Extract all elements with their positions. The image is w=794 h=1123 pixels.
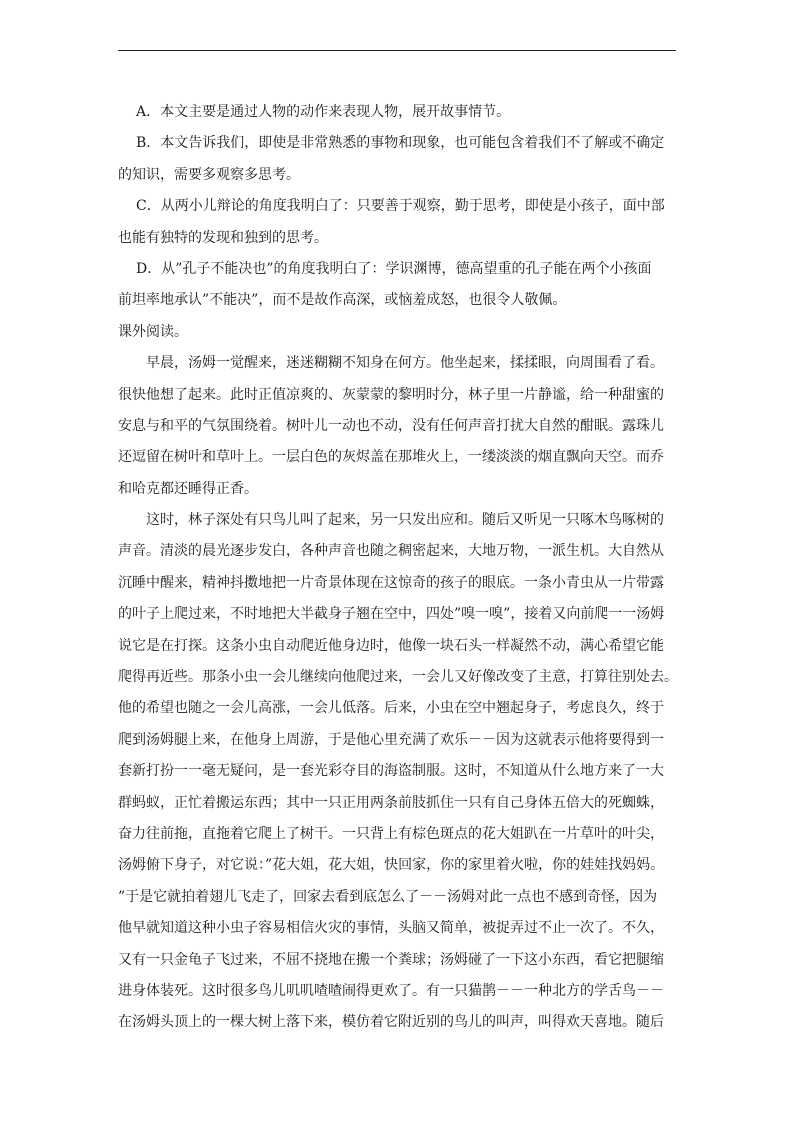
- text-line: C．从两小儿辩论的角度我明白了：只要善于观察，勤于思考，即使是小孩子，面中部: [136, 198, 665, 215]
- text-line: D．从”孔子不能决也”的角度我明白了：学识渊博，德高望重的孔子能在两个小孩面: [136, 260, 652, 277]
- text-line: 爬得再近些。那条小虫一会儿继续向他爬过来，一会儿又好像改变了主意，打算往别处去。: [118, 669, 678, 686]
- text-line: 群蚂蚁，正忙着搬运东西；其中一只正用两条前肢抓住一只有自己身体五倍大的死蜘蛛，: [118, 794, 664, 811]
- text-line: 沉睡中醒来，精神抖擞地把一片奇景体现在这惊奇的孩子的眼底。一条小青虫从一片带露: [118, 574, 664, 591]
- text-line: 声音。清淡的晨光逐步发白，各种声音也随之稠密起来，大地万物，一派生机。大自然从: [118, 543, 664, 560]
- text-line: ”于是它就拍着翅儿飞走了，回家去看到底怎么了－－汤姆对此一点也不感到奇怪，因为: [118, 888, 658, 905]
- text-line: 他早就知道这种小虫子容易相信火灾的事情，头脑又简单，被捉弄过不止一次了。不久，: [118, 920, 664, 937]
- text-line: 汤姆俯下身子，对它说：”花大姐，花大姐，快回家，你的家里着火啦，你的娃娃找妈妈。: [118, 857, 665, 874]
- document-body: [118, 97, 678, 1039]
- header-rule: [118, 50, 676, 51]
- text-line: 也能有独特的发现和独到的思考。: [118, 229, 328, 246]
- text-line: 进身体装死。这时很多鸟儿叽叽喳喳闹得更欢了。有一只猫鹊－－一种北方的学舌鸟－－: [118, 982, 664, 999]
- text-line: 的叶子上爬过来，不时地把大半截身子翘在空中，四处”嗅一嗅”，接着又向前爬一一汤姆: [118, 606, 665, 623]
- text-line: 在汤姆头顶上的一棵大树上落下来，模仿着它附近别的鸟儿的叫声，叫得欢天喜地。随后: [118, 1014, 664, 1031]
- text-line: 和哈克都还睡得正香。: [118, 480, 258, 497]
- text-line: 又有一只金龟子飞过来，不屈不挠地在搬一个粪球；汤姆碰了一下这小东西，看它把腿缩: [118, 951, 664, 968]
- text-line: 的知识，需要多观察多思考。: [118, 166, 300, 183]
- text-line: 套新打扮一一毫无疑问，是一套光彩夺目的海盗制服。这时，不知道从什么地方来了一大: [118, 763, 664, 780]
- text-line: 这时，林子深处有只鸟儿叫了起来，另一只发出应和。随后又听见一只啄木鸟啄树的: [146, 512, 664, 529]
- text-line: B．本文告诉我们，即使是非常熟悉的事物和现象，也可能包含着我们不了解或不确定: [136, 135, 665, 152]
- text-line: 他的希望也随之一会儿高涨，一会儿低落。后来，小虫在空中翘起身子，考虑良久，终于: [118, 700, 664, 717]
- text-line: 很快他想了起来。此时正值凉爽的、灰蒙蒙的黎明时分，林子里一片静谧，给一种甜蜜的: [118, 386, 664, 403]
- text-line: 奋力往前拖，直拖着它爬上了树干。一只背上有棕色斑点的花大姐趴在一片草叶的叶尖，: [118, 825, 664, 842]
- text-line: 安息与和平的气氛围绕着。树叶儿一动也不动，没有任何声音打扰大自然的酣眠。露珠儿: [118, 417, 664, 434]
- text-line: 爬到汤姆腿上来，在他身上周游，于是他心里充满了欢乐－－因为这就表示他将要得到一: [118, 731, 664, 748]
- text-line: 课外阅读。: [118, 323, 188, 340]
- text-line: 前坦率地承认”不能决”，而不是故作高深，或恼羞成怒，也很令人敬佩。: [118, 292, 567, 309]
- text-line: 还逗留在树叶和草叶上。一层白色的灰烬盖在那堆火上，一缕淡淡的烟直飘向天空。而乔: [118, 449, 664, 466]
- text-line: A．本文主要是通过人物的动作来表现人物，展开故事情节。: [136, 104, 511, 120]
- text-line: 说它是在打探。这条小虫自动爬近他身边时，他像一块石头一样凝然不动，满心希望它能: [118, 637, 664, 654]
- text-line: 早晨，汤姆一觉醒来，迷迷糊糊不知身在何方。他坐起来，揉揉眼，向周围看了看。: [146, 355, 664, 372]
